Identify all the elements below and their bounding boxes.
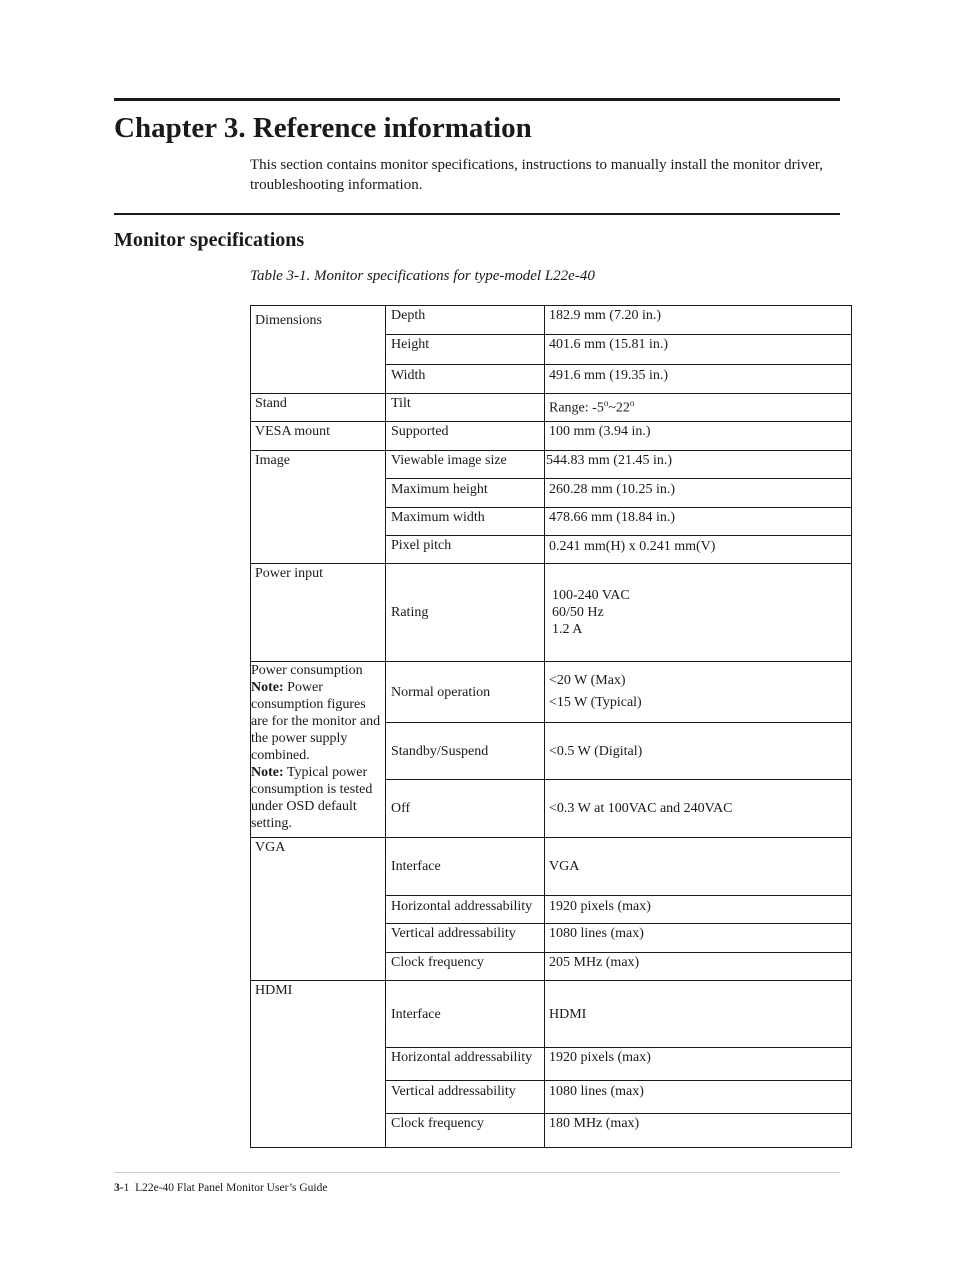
spec-name: Clock frequency bbox=[386, 1114, 545, 1148]
spec-name: Interface bbox=[386, 838, 545, 896]
chapter-top-rule bbox=[114, 98, 840, 101]
rating-lines bbox=[549, 587, 847, 638]
degree-symbol: o bbox=[629, 398, 635, 408]
page-footer bbox=[114, 1180, 327, 1196]
spec-name: Standby/Suspend bbox=[386, 723, 545, 780]
table-row bbox=[251, 394, 852, 422]
vga-label: VGA bbox=[251, 838, 386, 981]
footer-rule bbox=[114, 1172, 840, 1173]
normal-operation-lines bbox=[549, 670, 847, 714]
spec-name: Width bbox=[386, 365, 545, 394]
note-text: Typical power consumption is tested under OSD default setting. bbox=[251, 765, 373, 831]
spec-name: Horizontal addressability bbox=[386, 896, 545, 924]
power-input-label: Power input bbox=[251, 564, 386, 662]
power-typical: <15 W (Typical) bbox=[549, 695, 642, 710]
spec-name: Depth bbox=[386, 306, 545, 335]
spec-value: 478.66 mm (18.84 in.) bbox=[545, 508, 852, 536]
spec-value: 1920 pixels (max) bbox=[545, 1048, 852, 1081]
spec-name: Viewable image size bbox=[386, 451, 545, 479]
table-row bbox=[251, 981, 852, 1048]
power-consumption-label bbox=[251, 662, 386, 838]
spec-name: Interface bbox=[386, 981, 545, 1048]
spec-value bbox=[545, 394, 852, 422]
table-row bbox=[251, 662, 852, 723]
chapter-title: Chapter 3. Reference information bbox=[114, 112, 532, 144]
spec-name: Maximum width bbox=[386, 508, 545, 536]
spec-value: 182.9 mm (7.20 in.) bbox=[545, 306, 852, 335]
spec-value: 180 MHz (max) bbox=[545, 1114, 852, 1148]
rating-frequency: 60/50 Hz bbox=[552, 605, 604, 620]
spec-name: Height bbox=[386, 335, 545, 365]
spec-value: HDMI bbox=[545, 981, 852, 1048]
table-row bbox=[251, 422, 852, 451]
spec-table bbox=[250, 305, 852, 1148]
table-row bbox=[251, 306, 852, 335]
rating-current: 1.2 A bbox=[552, 622, 583, 637]
spec-value: 205 MHz (max) bbox=[545, 953, 852, 981]
spec-name: Maximum height bbox=[386, 479, 545, 508]
table-row bbox=[251, 451, 852, 479]
spec-value bbox=[545, 662, 852, 723]
spec-value: 260.28 mm (10.25 in.) bbox=[545, 479, 852, 508]
spec-name: Vertical addressability bbox=[386, 924, 545, 953]
spec-value: 1920 pixels (max) bbox=[545, 896, 852, 924]
stand-label: Stand bbox=[251, 394, 386, 422]
spec-value: <0.5 W (Digital) bbox=[545, 723, 852, 780]
spec-name: Tilt bbox=[386, 394, 545, 422]
spec-name: Off bbox=[386, 780, 545, 838]
note-text: Power consumption figures are for the monitor and the power supply combined. bbox=[251, 680, 381, 763]
spec-name: Horizontal addressability bbox=[386, 1048, 545, 1081]
table-row bbox=[251, 838, 852, 896]
spec-value: 491.6 mm (19.35 in.) bbox=[545, 365, 852, 394]
spec-name: Normal operation bbox=[386, 662, 545, 723]
spec-value: <0.3 W at 100VAC and 240VAC bbox=[545, 780, 852, 838]
note-label: Note: bbox=[251, 680, 284, 695]
page-number-suffix: 1 bbox=[123, 1182, 130, 1194]
hdmi-label: HDMI bbox=[251, 981, 386, 1148]
spec-value: 401.6 mm (15.81 in.) bbox=[545, 335, 852, 365]
power-consumption-title: Power consumption bbox=[251, 663, 363, 678]
table-caption: Table 3-1. Monitor specifications for type-model L22e-40 bbox=[250, 268, 595, 284]
spec-name: Clock frequency bbox=[386, 953, 545, 981]
note-label: Note: bbox=[251, 765, 284, 780]
spec-value: VGA bbox=[545, 838, 852, 896]
spec-name: Pixel pitch bbox=[386, 536, 545, 564]
image-label: Image bbox=[251, 451, 386, 564]
degree-symbol: o bbox=[603, 398, 609, 408]
spec-value: 544.83 mm (21.45 in.) bbox=[545, 451, 852, 479]
spec-value: 1080 lines (max) bbox=[545, 924, 852, 953]
vesa-label: VESA mount bbox=[251, 422, 386, 451]
dimensions-label: Dimensions bbox=[251, 306, 386, 394]
spec-name: Rating bbox=[386, 564, 545, 662]
section-rule bbox=[114, 213, 840, 215]
page-number: 3- bbox=[114, 1182, 124, 1194]
chapter-intro: This section contains monitor specifications, instructions to manually install the monitor driver, troubleshooting information. bbox=[250, 157, 824, 193]
spec-name: Supported bbox=[386, 422, 545, 451]
table-row bbox=[251, 564, 852, 662]
spec-value: 100 mm (3.94 in.) bbox=[545, 422, 852, 451]
power-max: <20 W (Max) bbox=[549, 673, 626, 688]
spec-value bbox=[545, 564, 852, 662]
guide-title: L22e-40 Flat Panel Monitor User’s Guide bbox=[129, 1182, 328, 1194]
spec-name: Vertical addressability bbox=[386, 1081, 545, 1114]
section-title: Monitor specifications bbox=[114, 229, 305, 251]
rating-voltage: 100-240 VAC bbox=[552, 588, 630, 603]
spec-value: 1080 lines (max) bbox=[545, 1081, 852, 1114]
tilt-range-end: ~22 bbox=[608, 400, 630, 416]
spec-value: 0.241 mm(H) x 0.241 mm(V) bbox=[545, 536, 852, 564]
tilt-range-start: Range: -5 bbox=[549, 400, 604, 416]
